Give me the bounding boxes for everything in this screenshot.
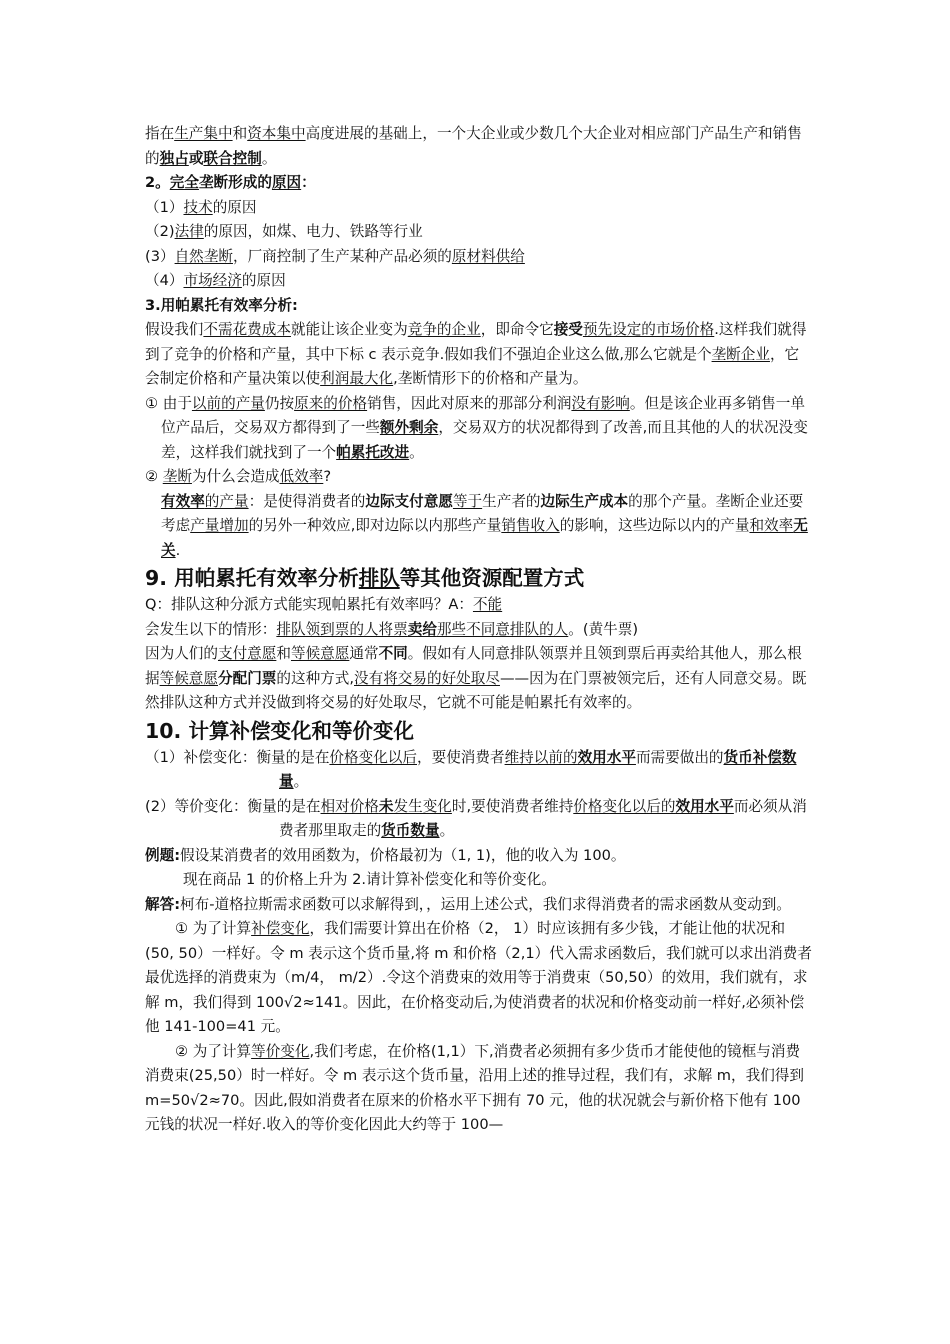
- answer-equivalent: ② 为了计算等价变化,我们考虑，在价格(1,1）下,消费者必须拥有多少货币才能使他的镜框与消费消费束(25,50）时一样好。令 m 表示这个货币量，沿用上述的推导过程，我们有，求解 m，我们得到 m=50√2≈70。因此,假如消费者在原来的价格水平下拥有 70 元，他的状况就会与新价格下他有 100 元钱的状况一样好.收入的等价变化因此大约等于 100—: [145, 1042, 804, 1133]
- compensating-variation: （1）补偿变化：衡量的是在价格变化以后，要使消费者维持以前的效用水平而需要做出的货币补偿数量。: [145, 748, 797, 790]
- cause-item-2: （2)法律的原因，如煤、电力、铁路等行业: [145, 223, 423, 240]
- cause-item-3: (3）自然垄断，厂商控制了生产某种产品必须的原材料供给: [145, 247, 525, 265]
- queue-reason: 因为人们的支付意愿和等候意愿通常不同。假如有人同意排队领票并且领到票后再卖给其他人，那么根据等候意愿分配门票的这种方式,没有将交易的好处取尽——因为在门票被领完后，还有人同意交易。既然排队这种方式并没做到将交易的好处取尽，它就不可能是帕累托有效率的。: [145, 645, 807, 711]
- pareto-point-1: ① 由于以前的产量仍按原来的价格销售，因此对原来的那部分利润没有影响。但是该企业再多销售一单位产品后，交易双方都得到了一些额外剩余，交易双方的状况都得到了改善,而且其他的人的状况没变差，这样我们就找到了一个帕累托改进。: [145, 394, 808, 461]
- queue-question: Q：排队这种分派方式能实现帕累托有效率吗？A：不能: [145, 596, 503, 613]
- queue-situation: 会发生以下的情形：排队领到票的人将票卖给那些不同意排队的人。(黄牛票): [145, 620, 639, 638]
- example-question-line-2: 现在商品 1 的价格上升为 2.请计算补偿变化和等价变化。: [183, 871, 556, 888]
- cause-item-1: （1）技术的原因: [145, 198, 257, 216]
- cause-item-4: （4）市场经济的原因: [145, 272, 286, 289]
- answer-intro: 解答:柯布-道格拉斯需求函数可以求解得到，，运用上述公式，我们求得消费者的需求函数从变动到。: [145, 895, 791, 913]
- queue-heading: 9. 用帕累托有效率分析排队等其他资源配置方式: [145, 566, 585, 590]
- monopoly-definition: 指在生产集中和资本集中高度进展的基础上，一个大企业或少数几个大企业对相应部门产品生产和销售的独占或联合控制。: [145, 125, 802, 167]
- causes-heading: 2。完全垄断形成的原因：: [145, 174, 316, 191]
- document-page: [145, 122, 813, 1138]
- example-question: 例题:假设某消费者的效用函数为，价格最初为（1, 1)，他的收入为 100。: [145, 846, 626, 864]
- equivalent-variation: (2）等价变化：衡量的是在相对价格未发生变化时,要使消费者维持价格变化以后的效用水平而必须从消费者那里取走的货币数量。: [145, 797, 807, 839]
- variation-heading: 10. 计算补偿变化和等价变化: [145, 718, 414, 743]
- answer-compensating: ① 为了计算补偿变化，我们需要计算出在价格（2， 1）时应该拥有多少钱，才能让他的状况和(50, 50）一样好。令 m 表示这个货币量,将 m 和价格（2,1）代入需求函数后，我们就可以求出消费者最优选择的消费束为（m/4， m/2）.令这个消费束的效用等于消费束（50,50）的效用，我们就有，求解 m，我们得到 100√2≈141。因此，在价格变动后,为使消费者的状况和价格变动前一样好,必须补偿他 141-100=41 元。: [145, 920, 812, 1035]
- pareto-paragraph-1: 假设我们不需花费成本就能让该企业变为竞争的企业，即命令它接受预先设定的市场价格.这样我们就得到了竞争的价格和产量，其中下标 c 表示竞争.假如我们不强迫企业这么做,那么它就是个垄断企业，它会制定价格和产量决策以使利润最大化,垄断情形下的价格和产量为。: [145, 321, 807, 387]
- efficiency-paragraph: 有效率的产量：是使得消费者的边际支付意愿等于生产者的边际生产成本的那个产量。垄断企业还要考虑产量增加的另外一种效应,即对边际以内那些产量销售收入的影响，这些边际以内的产量和效率无关.: [161, 492, 808, 559]
- pareto-point-2: ② 垄断为什么会造成低效率?: [145, 468, 332, 485]
- pareto-heading: 3.用帕累托有效率分析:: [145, 296, 298, 314]
